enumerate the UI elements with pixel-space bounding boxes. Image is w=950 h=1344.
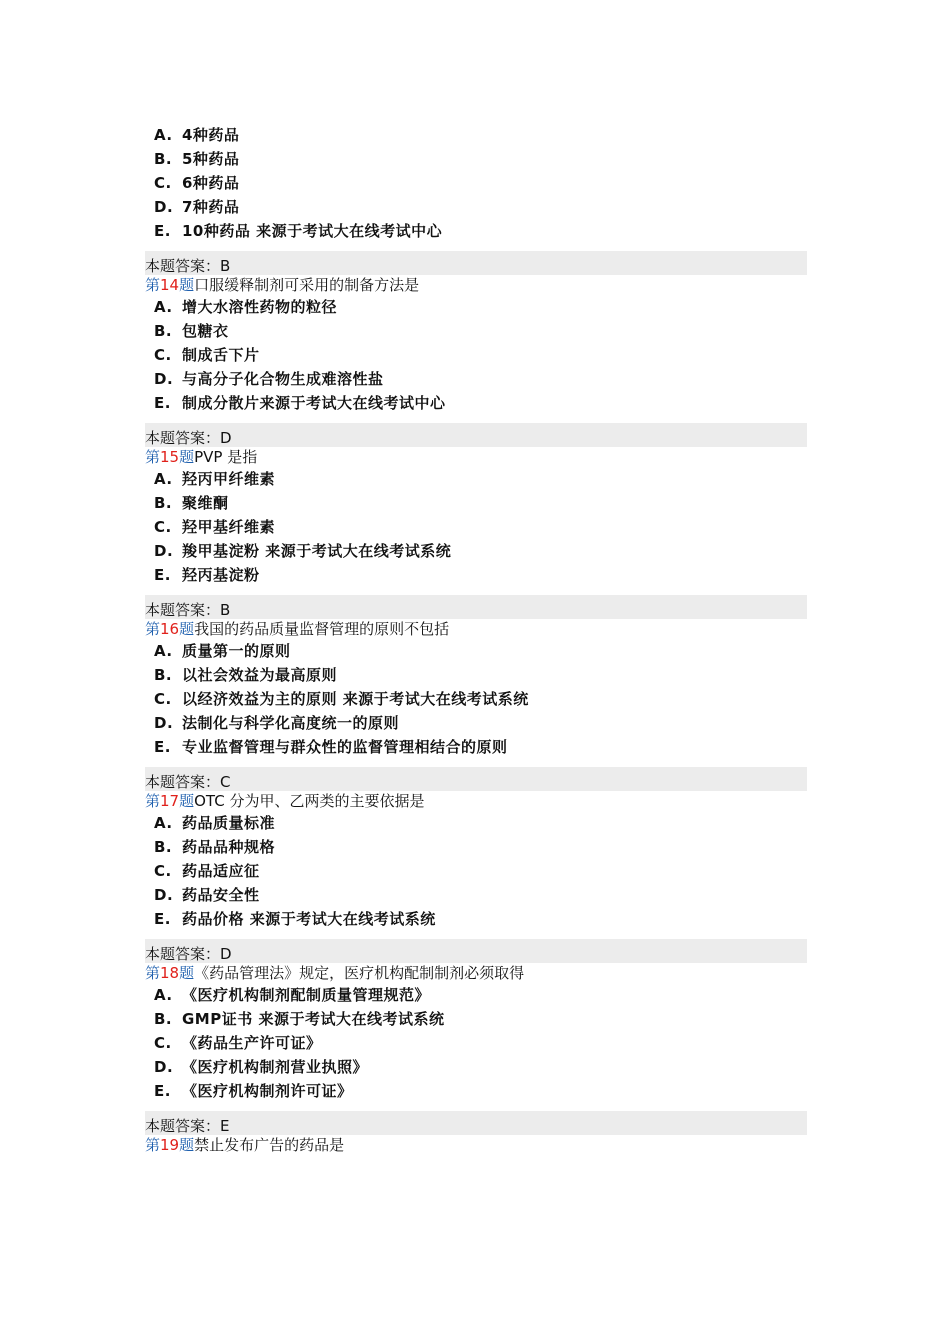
option-a: A. 4种药品 — [154, 126, 240, 144]
question-title: 第14题口服缓释制剂可采用的制备方法是 — [145, 276, 420, 294]
option-c: C. 制成舌下片 — [154, 346, 260, 364]
option-a: A. 药品质量标准 — [154, 814, 276, 832]
answer-bar: 本题答案：B — [145, 595, 807, 619]
answer-bar: 本题答案：E — [145, 1111, 807, 1135]
option-e: E. 《医疗机构制剂许可证》 — [154, 1082, 353, 1100]
option-a: A. 增大水溶性药物的粒径 — [154, 298, 338, 316]
option-d: D. 与高分子化合物生成难溶性盐 — [154, 370, 384, 388]
question-options — [145, 811, 807, 931]
option-a: A. 《医疗机构制剂配制质量管理规范》 — [154, 986, 431, 1004]
answer-bar: 本题答案：B — [145, 251, 807, 275]
question-title: 第17题OTC 分为甲、乙两类的主要依据是 — [145, 792, 425, 810]
option-b: B. GMP证书 来源于考试大在线考试系统 — [154, 1010, 445, 1028]
option-e: E. 专业监督管理与群众性的监督管理相结合的原则 — [154, 738, 508, 756]
option-b: B. 包糖衣 — [154, 322, 229, 340]
question-title: 第16题我国的药品质量监督管理的原则不包括 — [145, 620, 450, 638]
answer-bar: 本题答案：D — [145, 939, 807, 963]
option-e: E. 10种药品 来源于考试大在线考试中心 — [154, 222, 443, 240]
question-title: 第18题《药品管理法》规定，医疗机构配制制剂必须取得 — [145, 964, 525, 982]
option-b: B. 聚维酮 — [154, 494, 229, 512]
option-e: E. 制成分散片来源于考试大在线考试中心 — [154, 394, 446, 412]
option-e: E. 羟丙基淀粉 — [154, 566, 260, 584]
option-b: B. 5种药品 — [154, 150, 240, 168]
option-c: C. 6种药品 — [154, 174, 240, 192]
option-c: C. 《药品生产许可证》 — [154, 1034, 322, 1052]
option-a: A. 质量第一的原则 — [154, 642, 291, 660]
option-d: D. 7种药品 — [154, 198, 240, 216]
option-d: D. 《医疗机构制剂营业执照》 — [154, 1058, 369, 1076]
option-a: A. 羟丙甲纤维素 — [154, 470, 276, 488]
question-options — [145, 639, 807, 759]
option-b: B. 药品品种规格 — [154, 838, 276, 856]
question-title: 第19题禁止发布广告的药品是 — [145, 1136, 345, 1154]
option-d: D. 羧甲基淀粉 来源于考试大在线考试系统 — [154, 542, 452, 560]
option-c: C. 以经济效益为主的原则 来源于考试大在线考试系统 — [154, 690, 529, 708]
option-c: C. 药品适应征 — [154, 862, 260, 880]
question-list — [145, 123, 807, 1155]
option-b: B. 以社会效益为最高原则 — [154, 666, 338, 684]
question-options — [145, 467, 807, 587]
option-c: C. 羟甲基纤维素 — [154, 518, 276, 536]
option-d: D. 药品安全性 — [154, 886, 260, 904]
q13-options — [145, 123, 807, 243]
question-title: 第15题PVP 是指 — [145, 448, 258, 466]
answer-bar: 本题答案：D — [145, 423, 807, 447]
answer-bar: 本题答案：C — [145, 767, 807, 791]
question-options — [145, 295, 807, 415]
option-e: E. 药品价格 来源于考试大在线考试系统 — [154, 910, 436, 928]
question-options — [145, 983, 807, 1103]
option-d: D. 法制化与科学化高度统一的原则 — [154, 714, 400, 732]
